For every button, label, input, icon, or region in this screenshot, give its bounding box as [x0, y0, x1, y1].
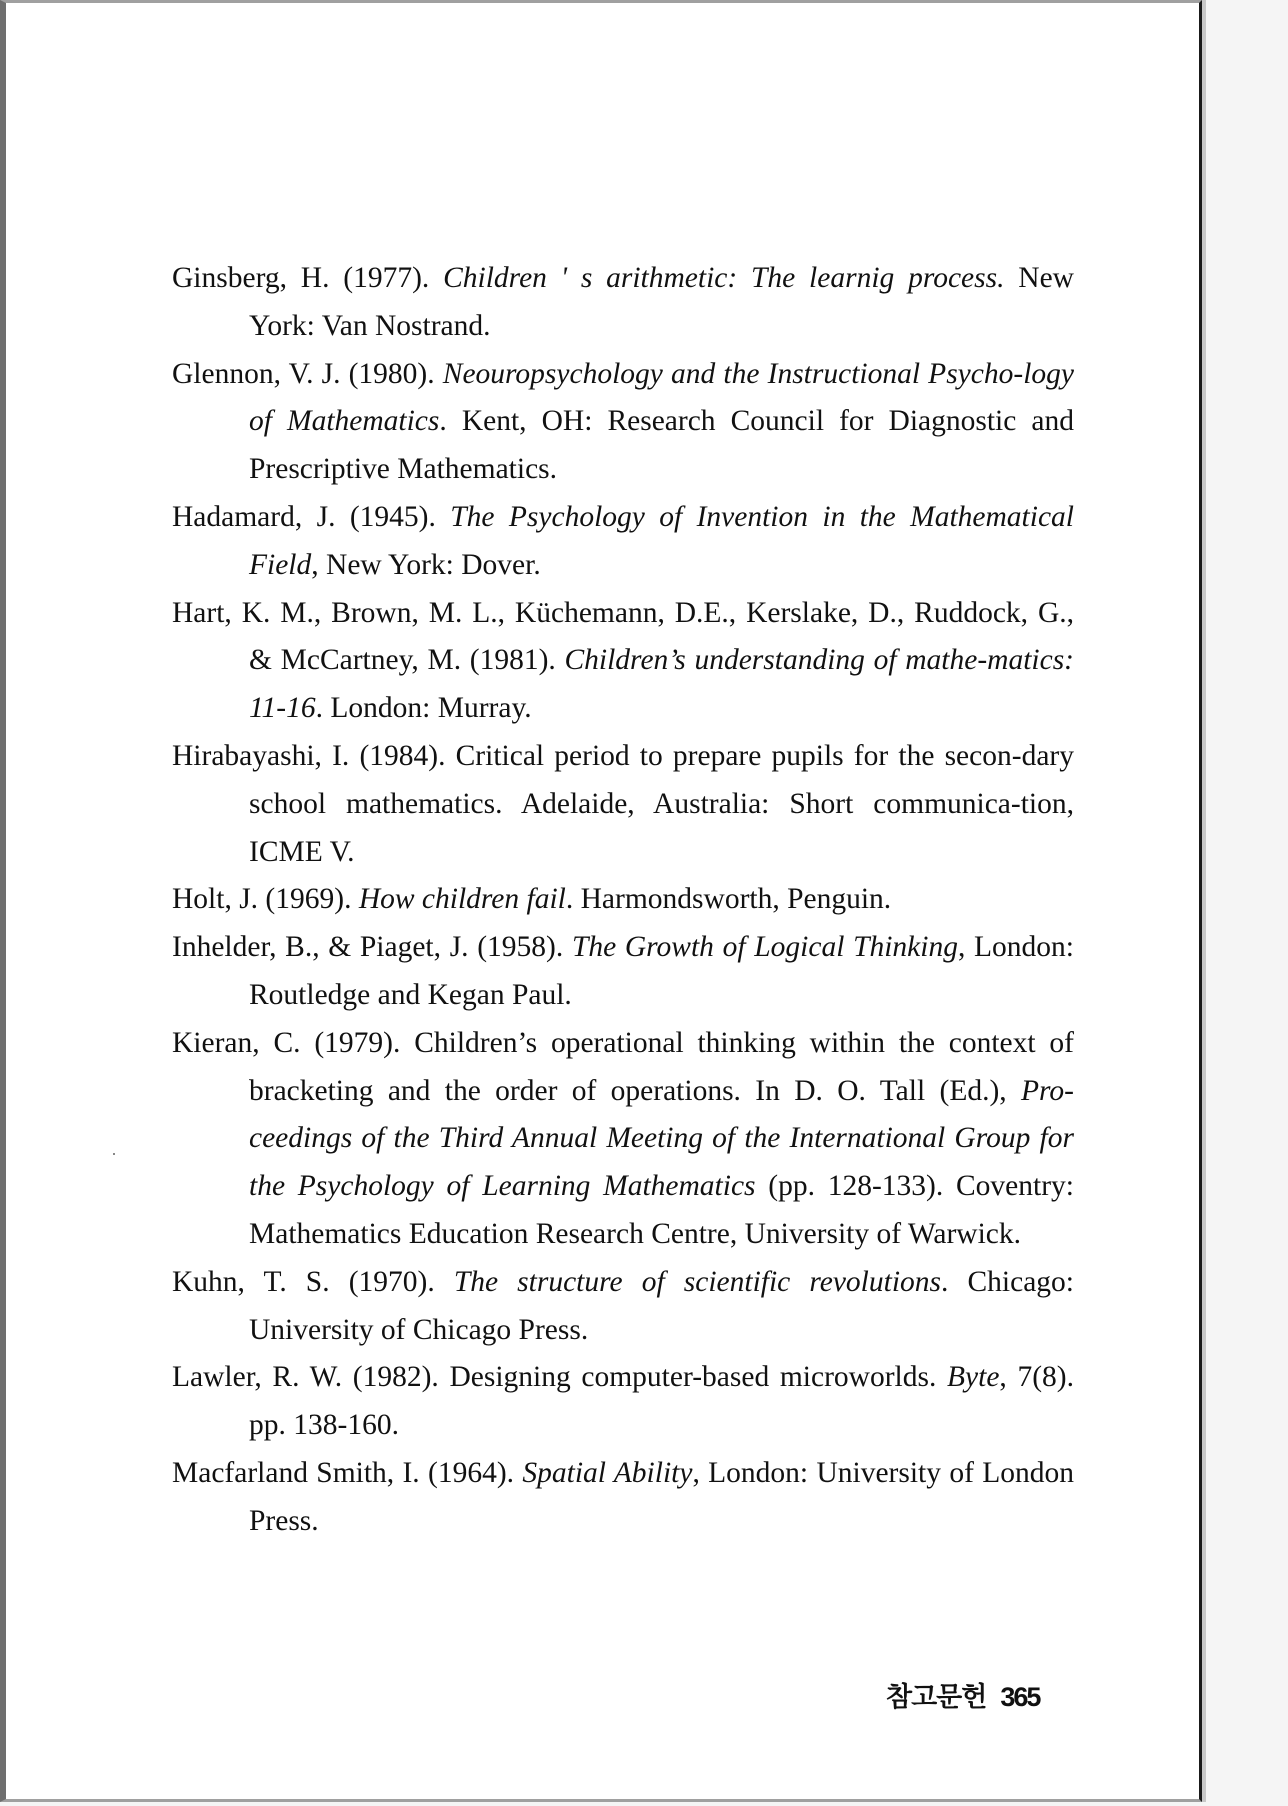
ref-text: Hadamard, J. (1945). — [172, 500, 451, 533]
reference-entry — [172, 1020, 1074, 1259]
ref-text: Hirabayashi, I. (1984). Critical period to prepare pupils for the secon-dary school mathematics. Adelaide, Australia: Short communica-tion, ICME V. — [172, 739, 1074, 868]
reference-entry — [172, 1450, 1074, 1546]
ref-title: The Growth of Logical Thinking — [571, 931, 958, 964]
ref-text: Holt, J. (1969). — [172, 883, 359, 916]
ref-text: Inhelder, B., & Piaget, J. (1958). — [172, 931, 572, 964]
ref-title: Spatial Ability — [522, 1456, 693, 1489]
ref-text: Hart, K. M., Brown, M. L., Küchemann, D.E., Kerslake, D., Ruddock, G., & McCartney, M. (1981). — [172, 596, 1074, 677]
page-footer — [886, 1675, 1039, 1714]
ref-text: . Harmondsworth, Penguin. — [565, 883, 892, 916]
ref-text: . Chicago: University of Chicago Press. — [249, 1265, 1074, 1346]
page-number: 365 — [1000, 1682, 1040, 1712]
ref-title: Byte — [947, 1361, 1000, 1394]
ref-text: (pp. 128-133). Coventry: Mathematics Education Research Centre, University of Warwick. — [249, 1170, 1074, 1250]
ref-text: Glennon, V. J. (1980). — [172, 357, 443, 390]
ref-title: Children’s understanding of mathe-matics: 11-16 — [249, 644, 1074, 725]
ref-text: Ginsberg, H. (1977). — [172, 262, 444, 294]
ref-text: New York: Van Nostrand. — [249, 262, 1074, 342]
reference-entry — [172, 1354, 1074, 1450]
reference-entry — [172, 733, 1074, 876]
ref-title: Neouropsychology and the Instructional Psycho-logy of Mathematics — [249, 357, 1074, 438]
reference-list — [172, 255, 1074, 1546]
ref-text: Kuhn, T. S. (1970). — [172, 1265, 454, 1298]
reference-entry — [172, 351, 1074, 494]
reference-entry — [172, 876, 1074, 924]
ref-text: , London: University of London Press. — [249, 1456, 1075, 1537]
ref-title: Pro-ceedings of the Third Annual Meeting of the International Group for the Psychology of Learning Mathematics — [249, 1074, 1074, 1203]
reference-entry — [172, 255, 1074, 351]
ref-title: The structure of scientific revolutions — [453, 1265, 941, 1298]
reference-entry — [172, 1259, 1074, 1355]
ref-text: , London: Routledge and Kegan Paul. — [249, 931, 1074, 1011]
ref-title: The Psychology of Invention in the Mathematical Field — [249, 500, 1074, 581]
ref-text: Macfarland Smith, I. (1964). — [172, 1456, 523, 1489]
section-label: 참고문헌 — [886, 1682, 987, 1713]
ref-text: . Kent, OH: Research Council for Diagnostic and Prescriptive Mathematics. — [249, 405, 1074, 486]
ref-text: . London: Murray. — [315, 692, 532, 725]
ref-title: Children ' s arithmetic: The learnig process. — [443, 262, 1005, 294]
ref-text: Kieran, C. (1979). Children’s operational thinking within the context of bracketing and the order of operations. In D. O. Tall (Ed.), — [172, 1026, 1074, 1107]
ref-text: Lawler, R. W. (1982). Designing computer-based microworlds. — [172, 1361, 948, 1394]
reference-entry — [172, 924, 1074, 1020]
reference-entry — [172, 494, 1074, 590]
ref-title: How children fail — [358, 883, 566, 916]
ref-text: , 7(8). pp. 138-160. — [249, 1361, 1074, 1442]
ref-text: , New York: Dover. — [311, 548, 541, 581]
reference-entry — [172, 590, 1074, 733]
scan-speck — [113, 1153, 115, 1155]
